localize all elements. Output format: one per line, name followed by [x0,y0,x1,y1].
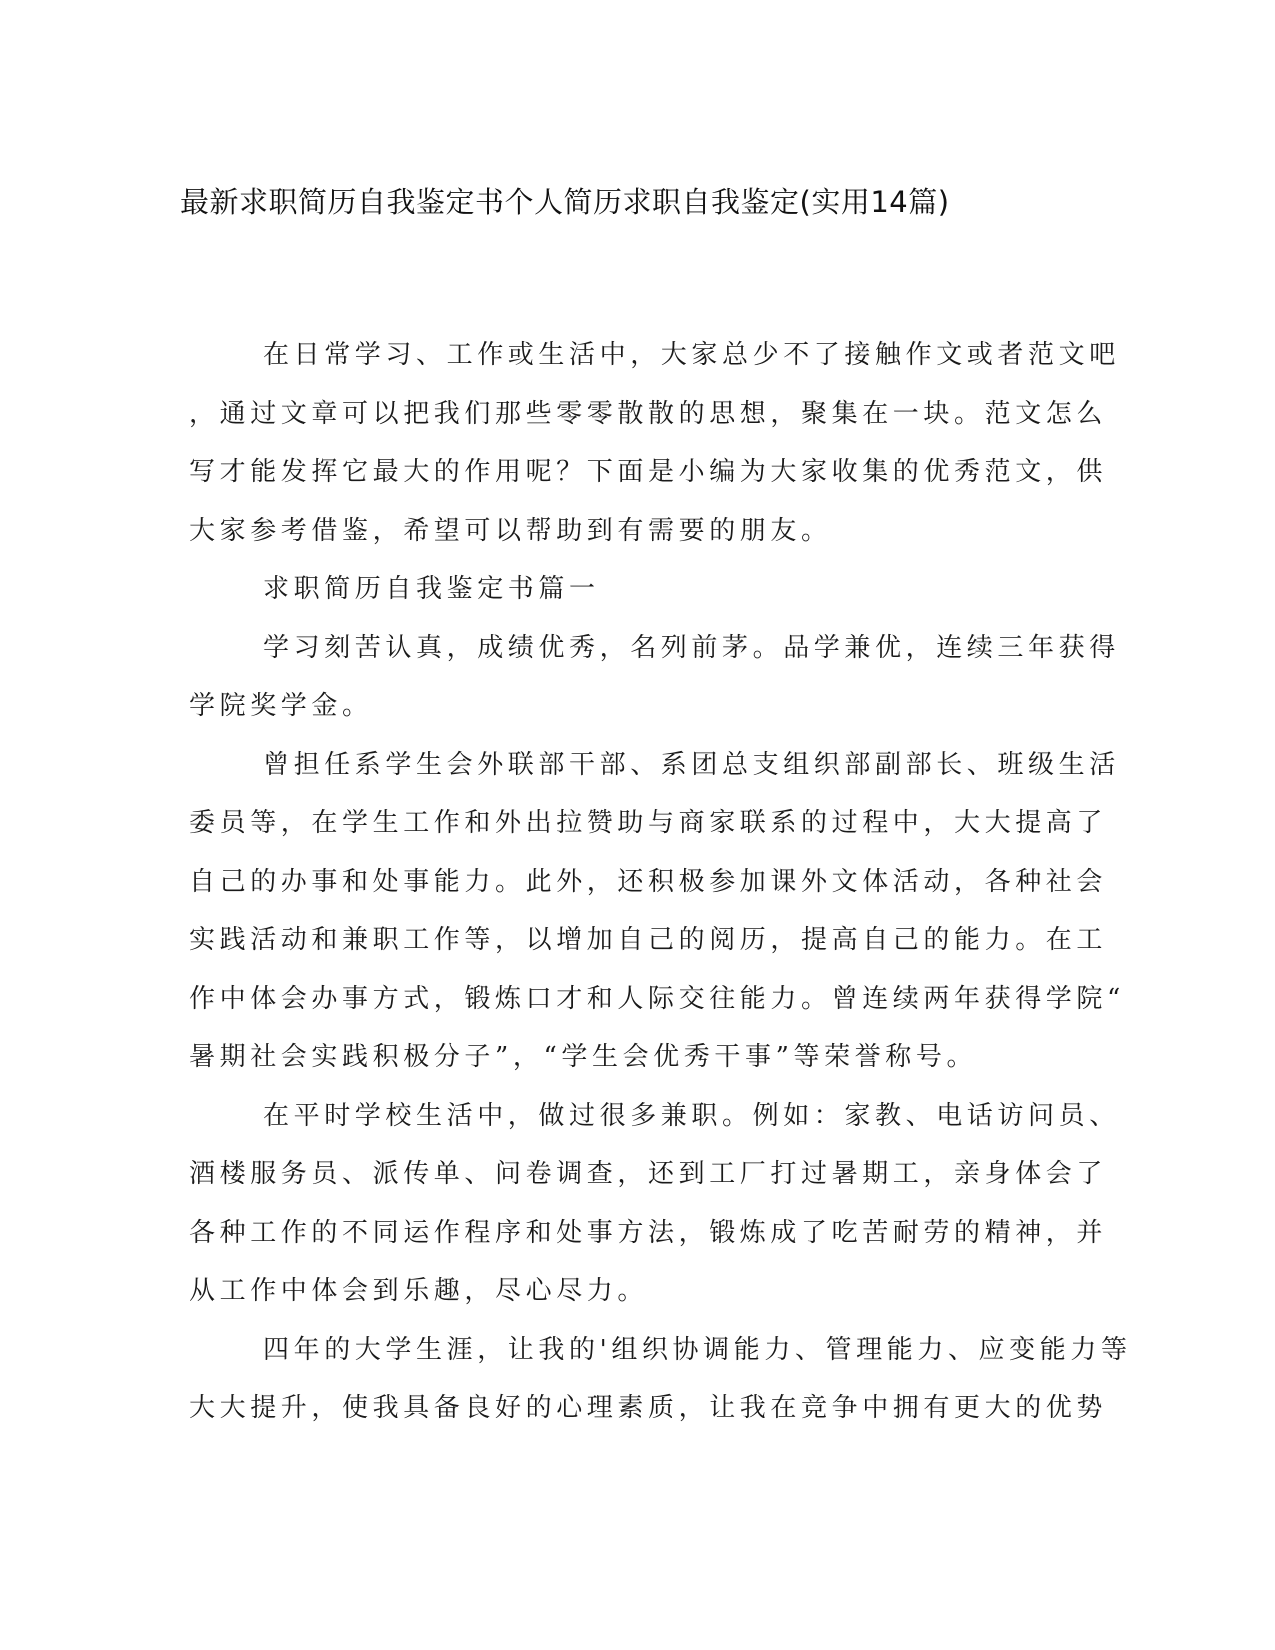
document-title: 最新求职简历自我鉴定书个人简历求职自我鉴定(实用14篇) [180,185,950,219]
body-line: 暑期社会实践积极分子”，“学生会优秀干事”等荣誉称号。 [189,1042,978,1072]
body-line: 作中体会办事方式，锻炼口才和人际交往能力。曾连续两年获得学院“ [189,983,1125,1014]
body-line: 委员等，在学生工作和外出拉赞助与商家联系的过程中，大大提高了 [189,808,1108,838]
body-line: 写才能发挥它最大的作用呢？下面是小编为大家收集的优秀范文，供 [189,457,1108,487]
body-line: 四年的大学生涯，让我的'组织协调能力、管理能力、应变能力等 [263,1334,1132,1365]
body-line: 大家参考借鉴，希望可以帮助到有需要的朋友。 [189,515,832,546]
body-line: 各种工作的不同运作程序和处事方法，锻炼成了吃苦耐劳的精神，并 [189,1217,1108,1248]
body-line: 曾担任系学生会外联部干部、系团总支组织部副部长、班级生活 [263,749,1120,780]
body-line: 自己的办事和处事能力。此外，还积极参加课外文体活动，各种社会 [189,866,1108,897]
body-line: ，通过文章可以把我们那些零零散散的思想，聚集在一块。范文怎么 [189,398,1108,429]
body-line: 酒楼服务员、派传单、问卷调查，还到工厂打过暑期工，亲身体会了 [189,1159,1108,1189]
body-line: 实践活动和兼职工作等，以增加自己的阅历，提高自己的能力。在工 [189,925,1108,955]
body-line: 学院奖学金。 [189,691,373,721]
document-body [189,326,1132,1438]
body-line: 求职简历自我鉴定书篇一 [263,574,600,604]
body-line: 从工作中体会到乐趣，尽心尽力。 [189,1276,649,1306]
body-line: 大大提升，使我具备良好的心理素质，让我在竞争中拥有更大的优势 [189,1393,1108,1423]
body-line: 学习刻苦认真，成绩优秀，名列前茅。品学兼优，连续三年获得 [263,632,1120,663]
body-line: 在平时学校生活中，做过很多兼职。例如：家教、电话访问员、 [263,1100,1120,1131]
body-line: 在日常学习、工作或生活中，大家总少不了接触作文或者范文吧 [263,340,1120,370]
